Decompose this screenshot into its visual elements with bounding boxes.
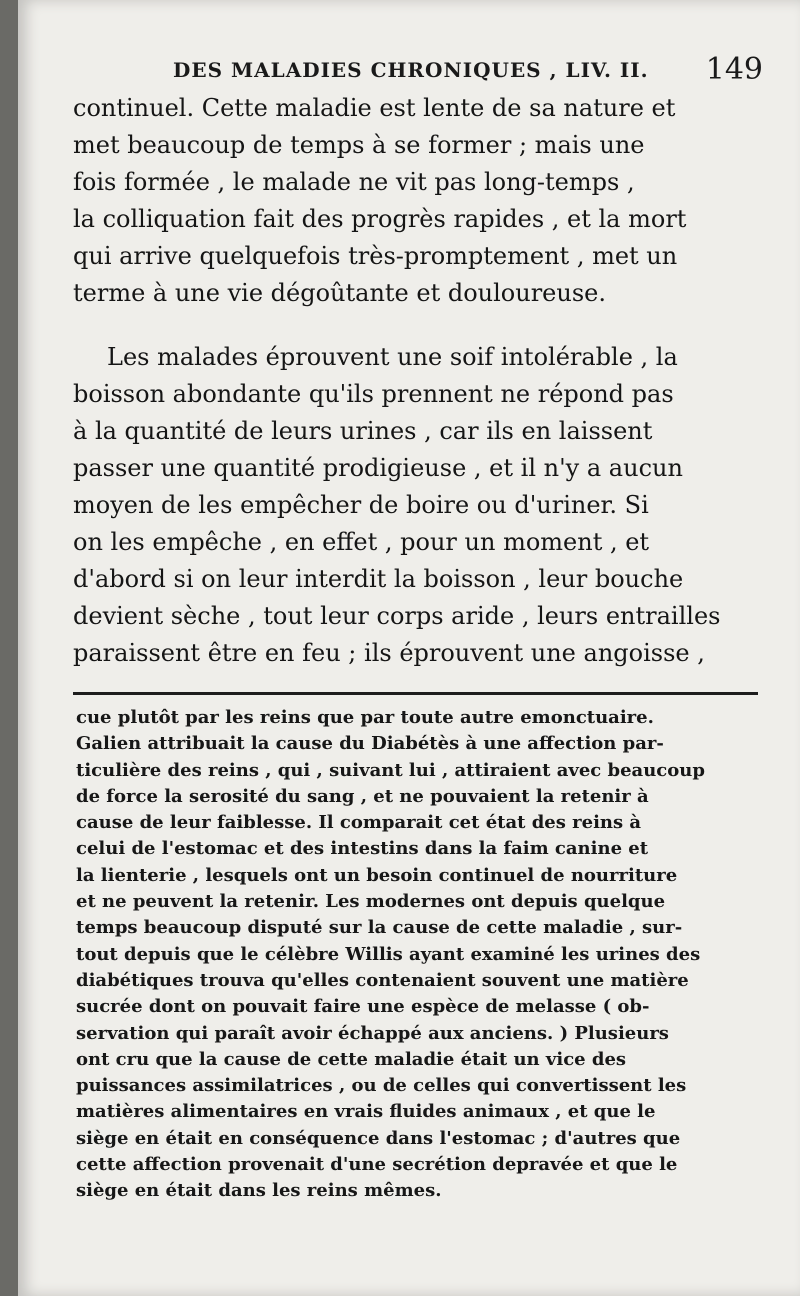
paragraph-1 (73, 90, 763, 312)
footnote-line: cause de leur faiblesse. Il comparait cet état des reins à (76, 812, 642, 834)
footnote-line: de force la serosité du sang , et ne pouvaient la retenir à (76, 785, 649, 807)
running-head: DES MALADIES CHRONIQUES , LIV. II. (173, 58, 649, 82)
footnote-line: siège en était en conséquence dans l'estomac ; d'autres que (76, 1127, 681, 1149)
text-line: la colliquation fait des progrès rapides , et la mort (73, 205, 687, 233)
book-page (18, 0, 800, 1296)
text-line: continuel. Cette maladie est lente de sa nature et (73, 94, 676, 122)
text-line: met beaucoup de temps à se former ; mais une (73, 131, 645, 159)
page-header (173, 52, 763, 88)
text-line: terme à une vie dégoûtante et douloureuse. (73, 279, 606, 307)
footnote-line: matières alimentaires en vrais fluides animaux , et que le (76, 1101, 656, 1123)
text-line: d'abord si on leur interdit la boisson , leur bouche (73, 565, 684, 593)
footnote-line: diabétiques trouva qu'elles contenaient souvent une matière (76, 969, 689, 991)
text-line: à la quantité de leurs urines , car ils en laissent (73, 417, 653, 445)
footnote-line: celui de l'estomac et des intestins dans la faim canine et (76, 838, 649, 860)
footnote-line: puissances assimilatrices , ou de celles qui convertissent les (76, 1075, 687, 1097)
text-line: boisson abondante qu'ils prennent ne répond pas (73, 380, 674, 408)
footnote-line: ont cru que la cause de cette maladie était un vice des (76, 1048, 627, 1070)
footnote-separator (73, 692, 758, 695)
main-text (73, 90, 763, 672)
footnote-line: servation qui paraît avoir échappé aux anciens. ) Plusieurs (76, 1022, 669, 1044)
text-line: on les empêche , en effet , pour un moment , et (73, 528, 650, 556)
footnote-line: la lienterie , lesquels ont un besoin continuel de nourriture (76, 864, 678, 886)
footnote-line: ticulière des reins , qui , suivant lui , attiraient avec beaucoup (76, 759, 705, 781)
paragraph-spacer (73, 312, 763, 339)
footnote-line: cue plutôt par les reins que par toute autre emonctuaire. (76, 707, 654, 728)
text-line: fois formée , le malade ne vit pas long-temps , (73, 168, 635, 196)
text-line: moyen de les empêcher de boire ou d'uriner. Si (73, 491, 649, 519)
page-number: 149 (705, 52, 763, 87)
footnote (76, 705, 766, 1205)
footnote-line: tout depuis que le célèbre Willis ayant examiné les urines des (76, 943, 701, 965)
text-line: qui arrive quelquefois très-promptement , met un (73, 242, 678, 270)
footnote-line: Galien attribuait la cause du Diabétès à une affection par- (76, 733, 664, 755)
text-line: passer une quantité prodigieuse , et il n'y a aucun (73, 454, 683, 482)
footnote-paragraph (76, 705, 766, 1205)
footnote-line: sucrée dont on pouvait faire une espèce de melasse ( ob- (76, 996, 650, 1018)
footnote-line: et ne peuvent la retenir. Les modernes ont depuis quelque (76, 891, 666, 913)
text-line: Les malades éprouvent une soif intolérable , la (107, 343, 678, 371)
footnote-line: cette affection provenait d'une secrétion depravée et que le (76, 1154, 678, 1176)
text-line: paraissent être en feu ; ils éprouvent une angoisse , (73, 639, 705, 667)
text-line: devient sèche , tout leur corps aride , leurs entrailles (73, 602, 721, 630)
footnote-line: siège en était dans les reins mêmes. (76, 1180, 442, 1202)
footnote-line: temps beaucoup disputé sur la cause de cette maladie , sur- (76, 917, 683, 939)
paragraph-2 (73, 339, 763, 672)
